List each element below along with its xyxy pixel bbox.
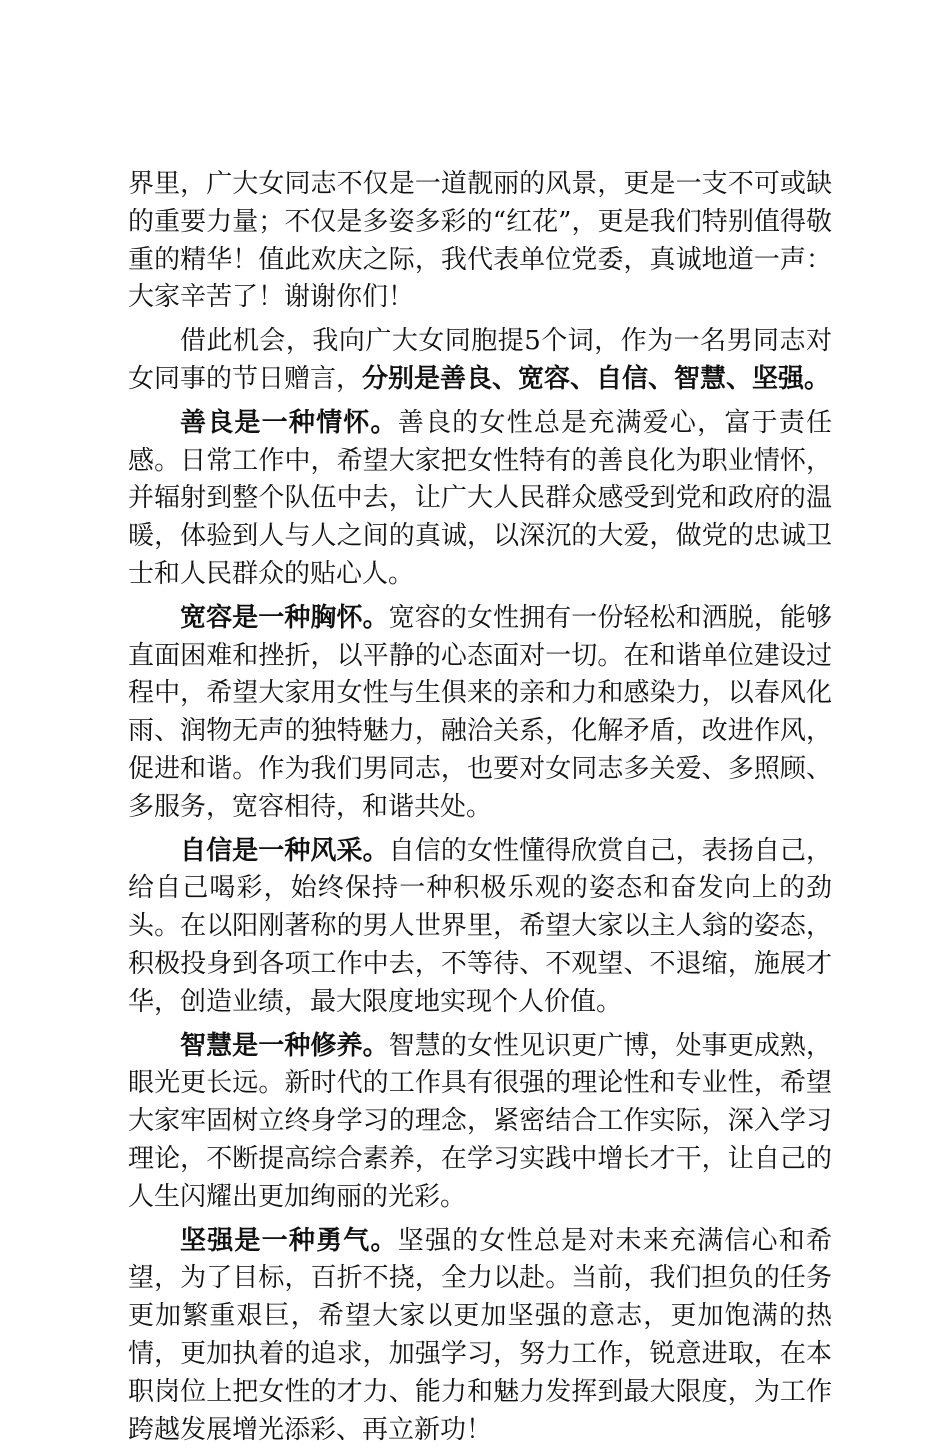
paragraph-2 bbox=[128, 323, 832, 399]
document-body bbox=[128, 166, 832, 1455]
paragraph-wisdom-text: 智慧的女性见识更广博，处事更成熟，眼光更长远。新时代的工作具有很强的理论性和专业性，希望大家牢固树立终身学习的理念，紧密结合工作实际，深入学习理论，不断提高综合素养，在学习实践中增长才干，让自己的人生闪耀出更加绚丽的光彩。 bbox=[128, 1030, 832, 1212]
paragraph-wisdom-heading: 智慧是一种修养。 bbox=[180, 1030, 389, 1061]
paragraph-strength-text: 坚强的女性总是对未来充满信心和希望，为了目标，百折不挠，全力以赴。当前，我们担负的任务更加繁重艰巨，希望大家以更加坚强的意志，更加饱满的热情，更加执着的追求，加强学习，努力工作，锐意进取，在本职岗位上把女性的才力、能力和魅力发挥到最大限度，为工作跨越发展增光添彩、再立新功！ bbox=[128, 1225, 832, 1445]
paragraph-tolerance-text: 宽容的女性拥有一份轻松和洒脱，能够直面困难和挫折，以平静的心态面对一切。在和谐单位建设过程中，希望大家用女性与生俱来的亲和力和感染力，以春风化雨、润物无声的独特魅力，融洽关系，化解矛盾，改进作风，促进和谐。作为我们男同志，也要对女同志多关爱、多照顾、多服务，宽容相待，和谐共处。 bbox=[128, 602, 832, 822]
paragraph-wisdom bbox=[128, 1028, 832, 1217]
paragraph-1 bbox=[128, 166, 832, 317]
paragraph-1-text: 界里，广大女同志不仅是一道靓丽的风景，更是一支不可或缺的重要力量；不仅是多姿多彩的“红花”，更是我们特别值得敬重的精华！值此欢庆之际，我代表单位党委，真诚地道一声：大家辛苦了！谢谢你们！ bbox=[128, 169, 832, 313]
paragraph-confidence-heading: 自信是一种风采。 bbox=[180, 835, 389, 866]
paragraph-confidence-text: 自信的女性懂得欣赏自己，表扬自己，给自己喝彩，始终保持一种积极乐观的姿态和奋发向上的劲头。在以阳刚著称的男人世界里，希望大家以主人翁的姿态，积极投身到各项工作中去，不等待、不观望、不退缩，施展才华，创造业绩，最大限度地实现个人价值。 bbox=[128, 835, 832, 1017]
paragraph-strength bbox=[128, 1223, 832, 1450]
paragraph-2-bold-tail: 分别是善良、宽容、自信、智慧、坚强。 bbox=[362, 363, 831, 394]
paragraph-strength-heading: 坚强是一种勇气。 bbox=[180, 1225, 398, 1256]
paragraph-tolerance bbox=[128, 600, 832, 827]
paragraph-kindness bbox=[128, 405, 832, 594]
paragraph-kindness-text: 善良的女性总是充满爱心，富于责任感。日常工作中，希望大家把女性特有的善良化为职业情怀，并辐射到整个队伍中去，让广大人民群众感受到党和政府的温暖，体验到人与人之间的真诚，以深沉的大爱，做党的忠诚卫士和人民群众的贴心人。 bbox=[128, 407, 832, 589]
paragraph-kindness-heading: 善良是一种情怀。 bbox=[180, 407, 398, 438]
paragraph-2-text: 借此机会，我向广大女同胞提5个词，作为一名男同志对女同事的节日赠言， bbox=[128, 326, 832, 394]
paragraph-tolerance-heading: 宽容是一种胸怀。 bbox=[180, 602, 389, 633]
paragraph-confidence bbox=[128, 833, 832, 1022]
